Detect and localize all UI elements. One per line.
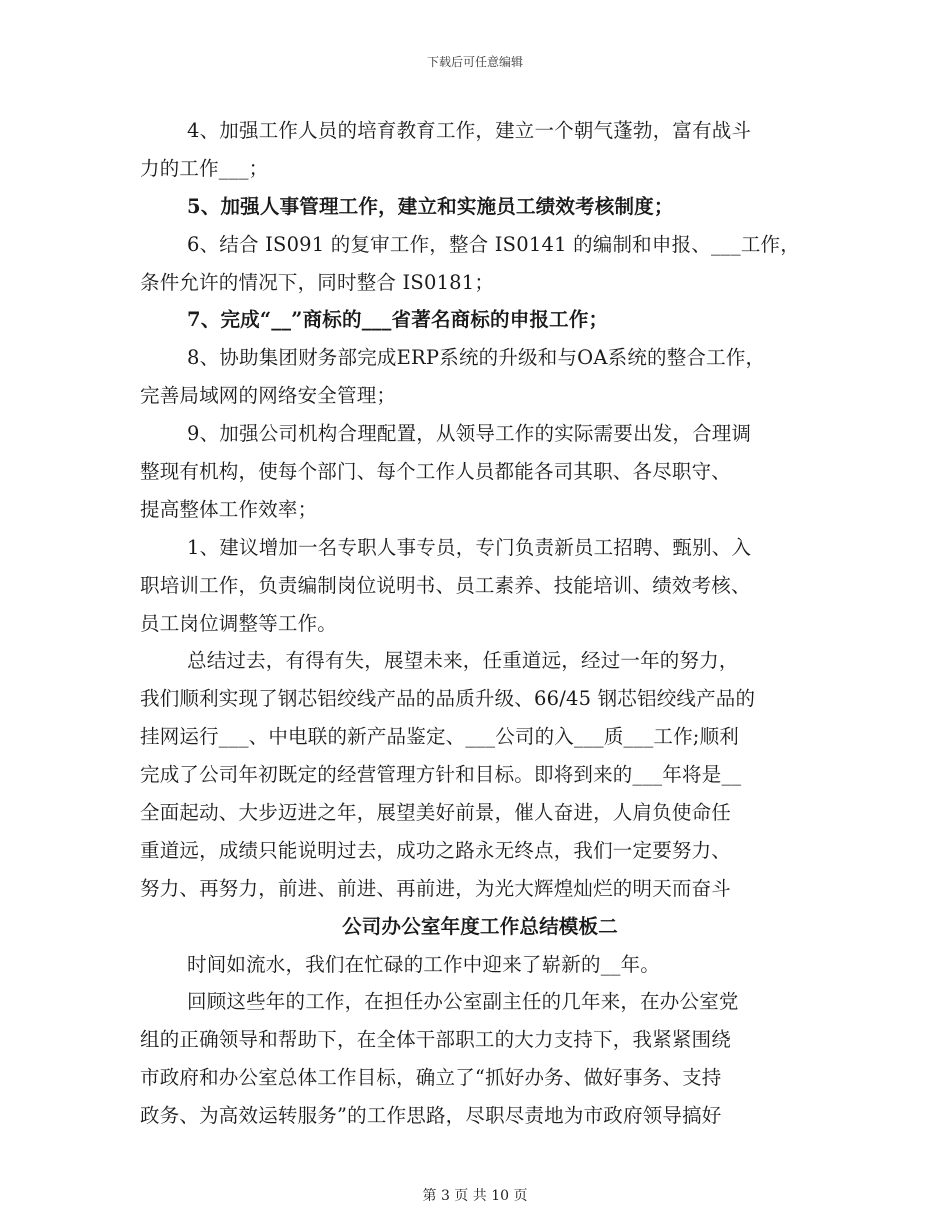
paragraph-line: 职培训工作，负责编制岗位说明书、员工素养、技能培训、绩效考核、 bbox=[140, 573, 751, 597]
paragraph-line: 完善局域网的网络安全管理； bbox=[140, 384, 397, 408]
paragraph-line: 提高整体工作效率； bbox=[140, 497, 318, 521]
paragraph-line: 挂网运行___、中电联的新产品鉴定、___公司的入___质___工作;顺利 bbox=[140, 725, 739, 749]
paragraph-line: 全面起动、大步迈进之年，展望美好前景，催人奋进，人肩负使命任 bbox=[140, 801, 732, 825]
paragraph-line: 1、建议增加一名专职人事专员，专门负责新员工招聘、甄别、入 bbox=[187, 535, 752, 559]
section-title: 公司办公室年度工作总结模板二 bbox=[342, 914, 618, 938]
paragraph-line: 员工岗位调整等工作。 bbox=[140, 611, 338, 635]
paragraph-line: 政务、为高效运转服务”的工作思路，尽职尽责地为市政府领导搞好 bbox=[140, 1104, 722, 1128]
paragraph-line: 重道远，成绩只能说明过去，成功之路永无终点，我们一定要努力、 bbox=[140, 838, 732, 862]
paragraph-line: 总结过去，有得有失，展望未来，任重道远，经过一年的努力， bbox=[187, 649, 739, 673]
paragraph-line: 条件允许的情况下，同时整合 IS0181； bbox=[140, 270, 495, 294]
paragraph-line: 回顾这些年的工作，在担任办公室副主任的几年来，在办公室党 bbox=[187, 990, 739, 1014]
paragraph-line: 努力、再努力，前进、前进、再前进，为光大辉煌灿烂的明天而奋斗 bbox=[140, 876, 732, 900]
paragraph-line: 组的正确领导和帮助下，在全体干部职工的大力支持下，我紧紧围绕 bbox=[140, 1028, 732, 1052]
paragraph-line: 时间如流水，我们在忙碌的工作中迎来了崭新的__年。 bbox=[187, 952, 661, 976]
paragraph-line: 整现有机构，使每个部门、每个工作人员都能各司其职、各尽职守、 bbox=[140, 460, 732, 484]
page-number-footer: 第 3 页 共 10 页 bbox=[422, 1188, 528, 1204]
paragraph-line: 9、加强公司机构合理配置，从领导工作的实际需要出发，合理调 bbox=[187, 422, 752, 446]
paragraph-line: 完成了公司年初既定的经营管理方针和目标。即将到来的___年将是__ bbox=[140, 763, 742, 787]
document-body bbox=[140, 112, 820, 1135]
bold-item-line: 5、加强人事管理工作，建立和实施员工绩效考核制度； bbox=[187, 194, 674, 218]
paragraph-line: 4、加强工作人员的培育教育工作，建立一个朝气蓬勃，富有战斗 bbox=[187, 119, 752, 142]
paragraph-line: 我们顺利实现了钢芯铝绞线产品的品质升级、66/45 钢芯铝绞线产品的 bbox=[140, 687, 756, 711]
header-note: 下载后可任意编辑 bbox=[426, 55, 523, 69]
paragraph-line: 8、协助集团财务部完成ERP系统的升级和与OA系统的整合工作， bbox=[187, 346, 766, 370]
bold-item-line: 7、完成“__”商标的___省著名商标的申报工作； bbox=[187, 308, 609, 332]
paragraph-line: 市政府和办公室总体工作目标，确立了“抓好办务、做好事务、支持 bbox=[140, 1066, 722, 1090]
paragraph-line: 6、结合 IS091 的复审工作，整合 IS0141 的编制和申报、___工作， bbox=[187, 232, 800, 256]
paragraph-line: 力的工作___； bbox=[140, 156, 269, 180]
